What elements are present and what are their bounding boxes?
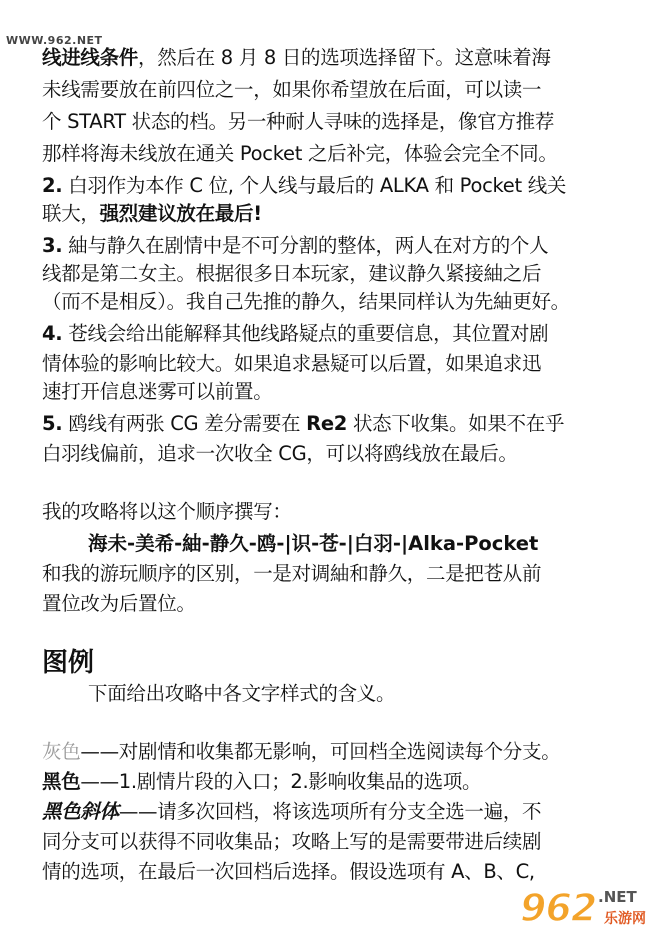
item3-line-3: （而不是相反）。我自己先推的静久，结果同样认为先紬更好。: [42, 290, 570, 313]
section-heading: 图例: [42, 648, 95, 678]
item-number: 5.: [42, 412, 63, 435]
item3-line-1: [42, 232, 630, 259]
legend-italic-line-2: 同分支可以获得不同收集品；攻略上写的是需要带进后续剧: [42, 830, 542, 853]
item4-line-3: 速打开信息迷雾可以前置。: [42, 380, 273, 403]
para1-line-4: 那样将海未线放在通关 Pocket 之后补完，体验会完全不同。: [42, 142, 558, 165]
order-intro: 我的攻略将以这个顺序撰写：: [42, 500, 292, 523]
text: ——请多次回档，将该选项所有分支全选一遍，不: [118, 800, 542, 823]
item5-line-2: 白羽线偏前，追求一次收全 CG，可以将鸥线放在最后。: [42, 442, 518, 465]
text: 紬与静久在剧情中是不可分割的整体，两人在对方的个人: [62, 234, 549, 257]
black-label: 黑色: [42, 770, 81, 793]
item-number: 3.: [42, 234, 63, 257]
text: 苍线会给出能解释其他线路疑点的重要信息，其位置对剧: [62, 322, 549, 345]
bold-text: 强烈建议放在最后!: [99, 202, 262, 225]
bold-text: Re2: [306, 412, 348, 435]
gray-label: 灰色: [42, 740, 81, 763]
item-number: 2.: [42, 174, 63, 197]
para1-line-1: [42, 44, 630, 71]
item4-line-1: [42, 320, 630, 347]
legend-intro: 下面给出攻略中各文字样式的含义。: [88, 682, 396, 705]
bold-text: 线进线条件: [42, 46, 139, 69]
legend-gray: [42, 738, 630, 765]
watermark-text: WWW.962.NET: [6, 34, 103, 47]
logo-number: 962: [520, 886, 597, 930]
item-number: 4.: [42, 322, 63, 345]
logo-domain: .NET: [598, 888, 637, 906]
text: ——对剧情和收集都无影响，可回档全选阅读每个分支。: [80, 740, 561, 763]
item4-line-2: 情体验的影响比较大。如果追求悬疑可以后置，如果追求迅: [42, 352, 542, 375]
text: ——1.剧情片段的入口；2.影响收集品的选项。: [80, 770, 482, 793]
order-diff-line-1: 和我的游玩顺序的区别，一是对调紬和静久，二是把苍从前: [42, 562, 542, 585]
para1-line-3: 个 START 状态的档。另一种耐人寻味的选择是，像官方推荐: [42, 110, 555, 133]
legend-italic-line-1: [42, 798, 630, 825]
item5-line-1: [42, 410, 630, 437]
legend-black: [42, 768, 630, 795]
text: ，然后在 8 月 8 日的选项选择留下。这意味着海: [138, 46, 551, 69]
item3-line-2: 线都是第二女主。根据很多日本玩家，建议静久紧接紬之后: [42, 262, 542, 285]
logo-sub: 乐游网: [604, 911, 646, 927]
legend-italic-line-3: 情的选项，在最后一次回档后选择。假设选项有 A、B、C,: [42, 860, 535, 883]
italic-label: 黑色斜体: [42, 800, 119, 823]
order-diff-line-2: 置位改为后置位。: [42, 592, 196, 615]
text: 鸥线有两张 CG 差分需要在: [62, 412, 307, 435]
para1-line-2: 未线需要放在前四位之一，如果你希望放在后面，可以读一: [42, 78, 542, 101]
text: 联大，: [42, 202, 100, 225]
watermark-logo: [520, 886, 660, 938]
item2-line-2: [42, 200, 630, 227]
item2-line-1: [42, 172, 630, 199]
text: 白羽作为本作 C 位, 个人线与最后的 ALKA 和 Pocket 线关: [62, 174, 567, 197]
route-order: 海未-美希-紬-静久-鸥-|识-苍-|白羽-|Alka-Pocket: [88, 532, 539, 555]
text: 状态下收集。如果不在乎: [347, 412, 565, 435]
